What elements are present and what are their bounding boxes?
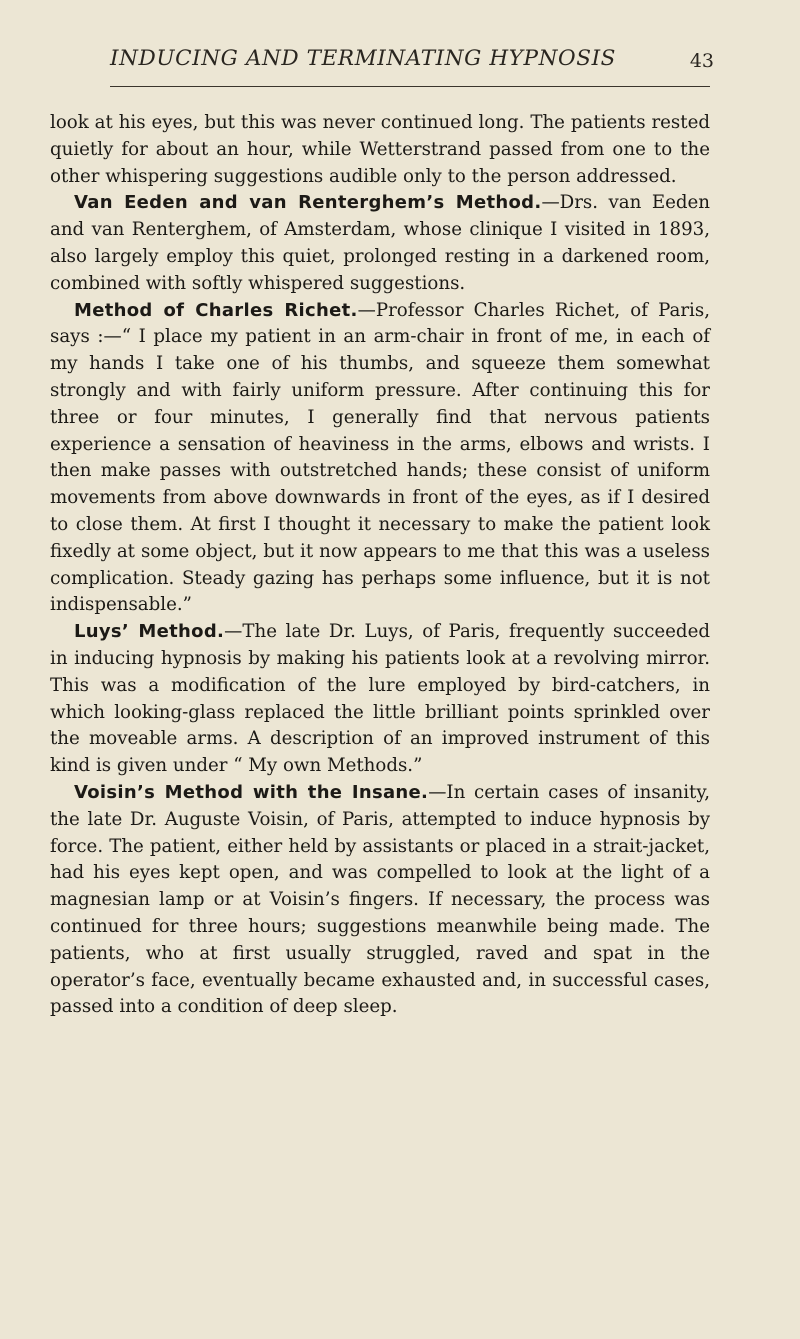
- paragraph-richet: [50, 298, 710, 620]
- paragraph-text: —The late Dr. Luys, of Paris, frequently succeeded in inducing hypnosis by making his patients look at a revolving mirror. This was a modification of the lure employed by bird-catchers, in which looking-glass replaced the little brilliant points sprinkled over the moveable arms. A description of an improved instrument of this kind is given under “ My own Methods.”: [50, 621, 710, 777]
- section-heading: Van Eeden and van Renterghem’s Method.: [74, 192, 542, 214]
- page-number: 43: [689, 50, 714, 72]
- header-rule: [110, 86, 710, 87]
- paragraph-text: —Drs. van Eeden and van Renterghem, of Amsterdam, whose clinique I visited in 1893, also largely employ this quiet, prolonged resting in a darkened room, combined with softly whispered suggestions.: [50, 192, 710, 294]
- running-title: INDUCING AND TERMINATING HYPNOSIS: [110, 46, 616, 71]
- paragraph-text: look at his eyes, but this was never continued long. The patients rested quietly for about an hour, while Wetterstrand passed from one to the other whispering suggestions audible only to the person addressed.: [50, 112, 710, 187]
- paragraph-voisin: [50, 780, 710, 1021]
- paragraph-continuation: [50, 110, 710, 190]
- section-heading: Method of Charles Richet.: [74, 299, 358, 321]
- section-heading: Luys’ Method.: [74, 621, 225, 643]
- paragraph-text: —Professor Charles Richet, of Paris, says :—“ I place my patient in an arm-chair in front of me, in each of my hands I take one of his thumbs, and squeeze them somewhat strongly and with fairly uniform pressure. After continuing this for three or four minutes, I generally find that nervous patients experience a sensation of heaviness in the arms, elbows and wrists. I then make passes with outstretched hands; these consist of uniform movements from above downwards in front of the eyes, as if I desired to close them. At first I thought it necessary to make the patient look fixedly at some object, but it now appears to me that this was a useless complication. Steady gazing has perhaps some influence, but it is not indispensable.”: [50, 299, 710, 616]
- body-text: [50, 110, 710, 1021]
- running-head: [110, 46, 714, 86]
- paragraph-luys: [50, 619, 710, 780]
- section-heading: Voisin’s Method with the Insane.: [74, 781, 429, 803]
- paragraph-text: —In certain cases of insanity, the late Dr. Auguste Voisin, of Paris, attempted to induce hypnosis by force. The patient, either held by assistants or placed in a strait-jacket, had his eyes kept open, and was compelled to look at the light of a magnesian lamp or at Voisin’s fingers. If necessary, the process was continued for three hours; suggestions meanwhile being made. The patients, who at first usually struggled, raved and spat in the operator’s face, eventually became exhausted and, in successful cases, passed into a condition of deep sleep.: [50, 781, 710, 1018]
- paragraph-van-eeden: [50, 190, 710, 297]
